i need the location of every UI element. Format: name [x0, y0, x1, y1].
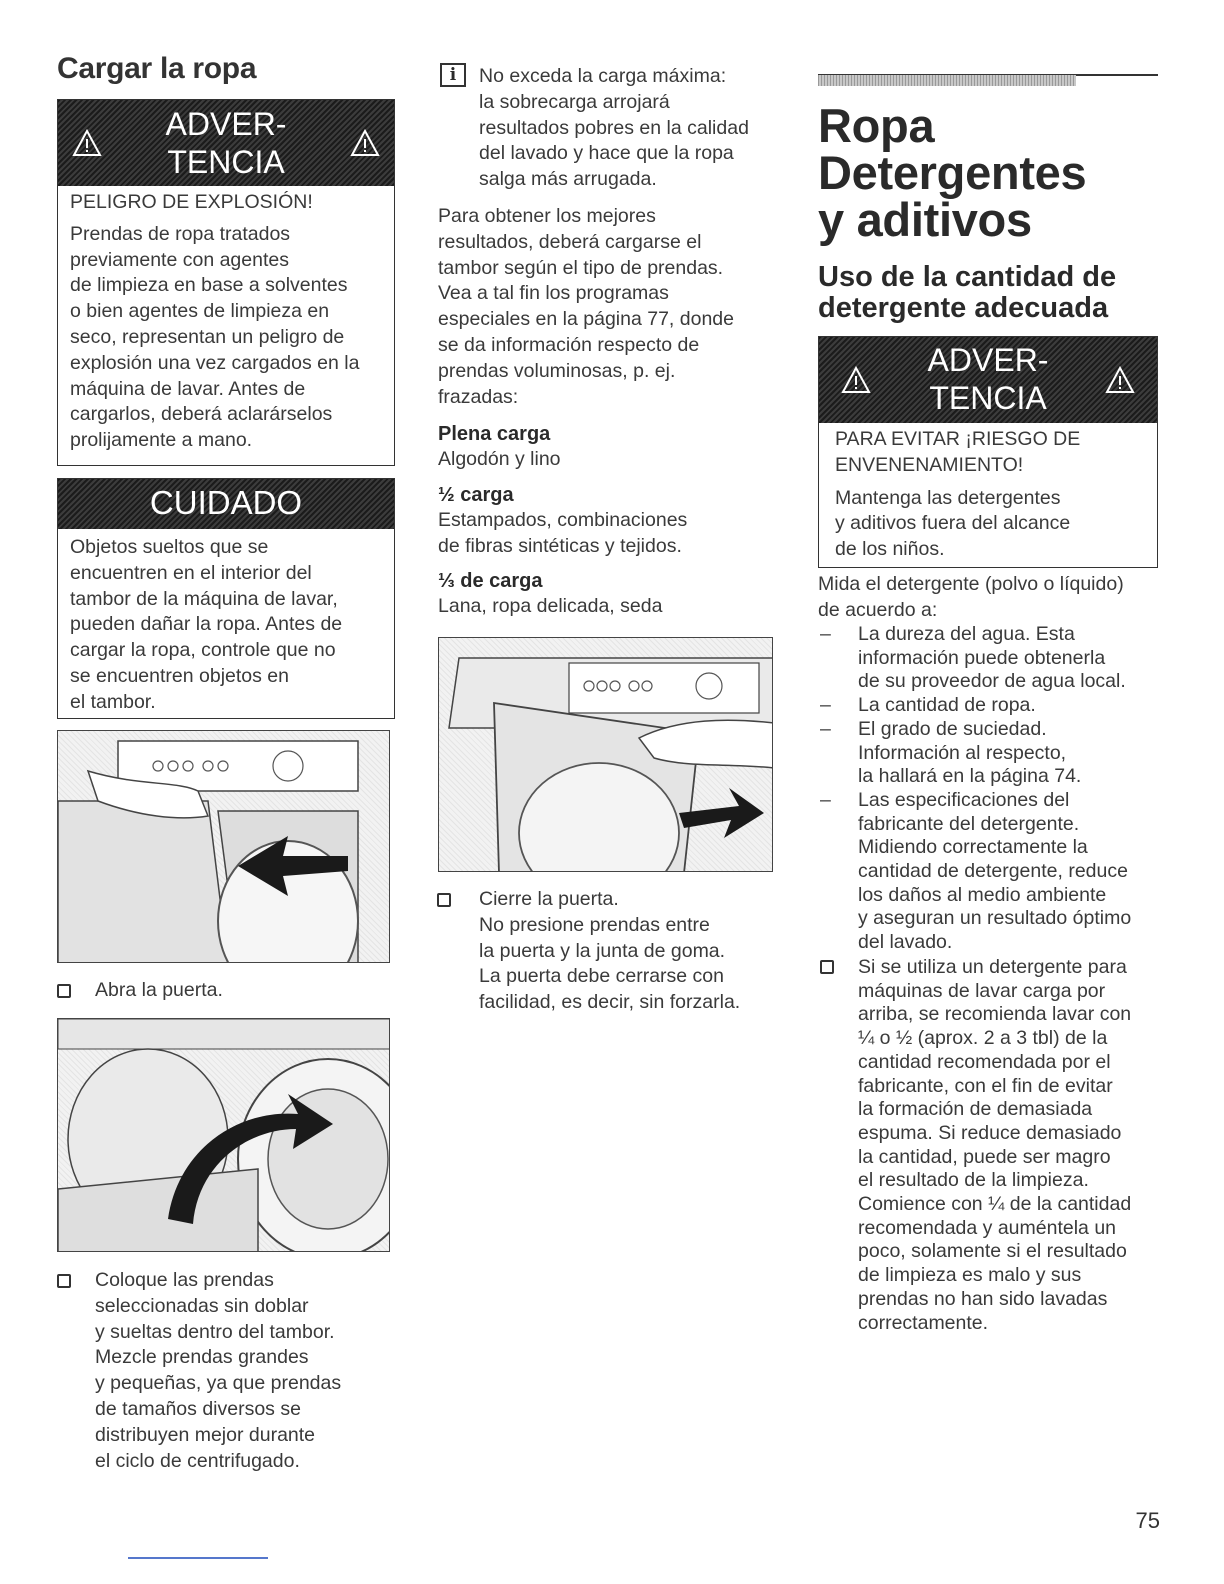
warning-line: prolijamente a mano. [70, 429, 253, 452]
load-paragraph [438, 204, 778, 410]
load-types [438, 422, 778, 620]
section-title-detergent [818, 262, 1158, 324]
intro-line: Mida el detergente (polvo o líquido) [818, 573, 1124, 595]
warning-box-poison [818, 336, 1158, 568]
step-line: prendas no han sido lavadas [858, 1287, 1108, 1310]
warning-header-line2: TENCIA [167, 144, 285, 180]
step-line: seleccionadas sin doblar [95, 1294, 309, 1317]
step-line: correctamente. [858, 1311, 989, 1334]
list-item-line: La dureza del agua. Esta [858, 623, 1075, 645]
load-item [438, 569, 778, 620]
info-line: del lavado y hace que la ropa [479, 142, 734, 165]
section-title-line: Uso de la cantidad de [818, 261, 1117, 293]
list-item-line: El grado de suciedad. [858, 717, 1047, 740]
caution-line: pueden dañar la ropa. Antes de [70, 613, 343, 636]
para-line: especiales en la página 77, donde [438, 308, 734, 331]
info-line: No exceda la carga máxima: [479, 65, 727, 87]
warning-header-line1: ADVER- [927, 342, 1049, 378]
warning-subhead: ENVENENAMIENTO! [835, 453, 1024, 476]
list-item [818, 623, 1163, 694]
step-line: ¼ o ½ (aprox. 2 a 3 tbl) de la [858, 1027, 1108, 1050]
step-line: fabricante, con el fin de evitar [858, 1074, 1113, 1097]
para-line: Para obtener los mejores [438, 205, 656, 227]
dash-bullet: – [820, 694, 831, 717]
warning-line: de limpieza en base a solventes [70, 274, 348, 297]
para-line: prendas voluminosas, p. ej. [438, 359, 676, 382]
list-item-line: fabricante del detergente. [858, 812, 1080, 835]
list-item-line: información puede obtenerla [858, 646, 1106, 669]
step-line: Si se utiliza un detergente para [858, 956, 1127, 978]
load-item [438, 422, 778, 473]
step-line: poco, solamente si el resultado [858, 1240, 1127, 1263]
step-line: y pequeñas, ya que prendas [95, 1372, 342, 1395]
load-label: ½ carga [438, 483, 514, 506]
step-load-laundry [57, 1268, 395, 1474]
chapter-rule-shade [818, 75, 1076, 86]
dash-bullet: – [820, 717, 831, 740]
step-top-loader-detergent [818, 956, 1163, 1335]
caution-header: CUIDADO [58, 479, 394, 529]
chapter-title-line: y aditivos [818, 193, 1032, 246]
page-number: 75 [1135, 1508, 1160, 1533]
para-line: se da información respecto de [438, 333, 700, 356]
load-label: ⅓ de carga [438, 570, 543, 593]
illustration-open-door [57, 730, 390, 963]
list-item-line: cantidad de detergente, reduce [858, 860, 1128, 883]
info-line: salga más arrugada. [479, 168, 657, 191]
para-line: Vea a tal fin los programas [438, 282, 669, 305]
list-item-line: los daños al medio ambiente [858, 883, 1107, 906]
caution-line: se encuentren objetos en [70, 664, 289, 687]
step-line: de limpieza es malo y sus [858, 1264, 1082, 1287]
checkbox-icon [57, 1274, 71, 1288]
load-desc: Lana, ropa delicada, seda [438, 595, 663, 618]
step-line: y sueltas dentro del tambor. [95, 1320, 335, 1343]
load-desc: de fibras sintéticas y tejidos. [438, 534, 682, 557]
step-line: espuma. Si reduce demasiado [858, 1121, 1122, 1144]
warning-triangle-icon [841, 366, 871, 394]
para-line: resultados, deberá cargarse el [438, 230, 702, 253]
step-line: Mezcle prendas grandes [95, 1346, 309, 1369]
para-line: frazadas: [438, 385, 519, 408]
info-note [479, 64, 779, 193]
warning-line: de los niños. [835, 538, 945, 561]
load-desc: Algodón y lino [438, 448, 561, 470]
list-item [818, 718, 1163, 789]
warning-line: previamente con agentes [70, 248, 289, 271]
warning-subhead: PELIGRO DE EXPLOSIÓN! [70, 191, 313, 213]
warning-line: máquina de lavar. Antes de [70, 377, 306, 400]
chapter-title [818, 99, 1158, 246]
illustration-load-laundry [57, 1018, 390, 1252]
list-item-line: y aseguran un resultado óptimo [858, 907, 1132, 930]
list-item-line: Información al respecto, [858, 741, 1067, 764]
checkbox-icon [820, 960, 834, 974]
warning-line: y aditivos fuera del alcance [835, 512, 1071, 535]
step-line: de tamaños diversos se [95, 1397, 301, 1420]
load-desc: Estampados, combinaciones [438, 508, 688, 531]
warning-header [58, 100, 394, 186]
list-item [818, 789, 1163, 955]
list-item-line: La cantidad de ropa. [858, 694, 1036, 717]
step-line: el resultado de la limpieza. [858, 1169, 1089, 1192]
chapter-title-line: Ropa [818, 99, 935, 152]
list-item-line: Midiendo correctamente la [858, 836, 1088, 859]
warning-line: seco, representan un peligro de [70, 325, 345, 348]
info-line: la sobrecarga arrojará [479, 90, 670, 113]
step-text: Abra la puerta. [95, 979, 223, 1001]
load-label: Plena carga [438, 423, 551, 445]
caution-line: cargar la ropa, controle que no [70, 639, 336, 662]
list-item-line: de su proveedor de agua local. [858, 670, 1126, 693]
step-line: la puerta y la junta de goma. [479, 939, 726, 962]
step-line: Comience con ¼ de la cantidad [858, 1193, 1132, 1216]
warning-box-explosion [57, 99, 395, 466]
step-line: la formación de demasiada [858, 1098, 1093, 1121]
checkbox-icon [57, 984, 71, 998]
warning-triangle-icon [350, 129, 380, 157]
footer-rule [128, 1557, 268, 1559]
list-item-line: la hallará en la página 74. [858, 765, 1082, 788]
section-title-line: detergente adecuada [818, 292, 1109, 324]
step-line: la cantidad, puede ser magro [858, 1145, 1111, 1168]
step-line: La puerta debe cerrarse con [479, 965, 724, 988]
measure-intro [818, 572, 1163, 624]
step-line: facilidad, es decir, sin forzarla. [479, 991, 741, 1014]
list-item-line: del lavado. [858, 931, 953, 954]
caution-line: encuentren en el interior del [70, 561, 312, 584]
warning-header-line1: ADVER- [165, 106, 287, 142]
warning-header [819, 337, 1157, 423]
caution-box [57, 478, 395, 719]
step-line: cantidad recomendada por el [858, 1050, 1111, 1073]
warning-triangle-icon [1105, 366, 1135, 394]
step-line: el ciclo de centrifugado. [95, 1449, 300, 1472]
step-line: recomendada y auméntela un [858, 1216, 1117, 1239]
step-line: distribuyen mejor durante [95, 1423, 316, 1446]
warning-line: o bien agentes de limpieza en [70, 300, 330, 323]
step-line: No presione prendas entre [479, 913, 710, 936]
warning-line: cargarlos, deberá aclarárselos [70, 403, 333, 426]
caution-line: Objetos sueltos que se [70, 536, 269, 558]
illustration-close-door [438, 637, 773, 872]
load-item [438, 483, 778, 560]
step-line: Cierre la puerta. [479, 888, 619, 910]
para-line: tambor según el tipo de prendas. [438, 256, 724, 279]
list-item-line: Las especificaciones del [858, 788, 1070, 811]
warning-line: Prendas de ropa tratados [70, 222, 291, 245]
checkbox-icon [437, 893, 451, 907]
step-close-door [441, 887, 781, 1016]
step-line: Coloque las prendas [95, 1269, 274, 1291]
dash-bullet: – [820, 788, 831, 811]
list-item [818, 694, 1163, 718]
caution-line: el tambor. [70, 690, 156, 713]
warning-subhead: PARA EVITAR ¡RIESGO DE [835, 428, 1081, 450]
step-line: arriba, se recomienda lavar con [858, 1003, 1132, 1026]
measure-criteria-list [818, 623, 1163, 955]
warning-line: explosión una vez cargados en la [70, 351, 360, 374]
caution-line: tambor de la máquina de lavar, [70, 587, 338, 610]
warning-triangle-icon [72, 129, 102, 157]
section-title-cargar: Cargar la ropa [57, 52, 257, 85]
dash-bullet: – [820, 623, 831, 645]
info-icon: i [440, 63, 466, 87]
warning-header-line2: TENCIA [929, 380, 1047, 416]
chapter-title-line: Detergentes [818, 146, 1087, 199]
intro-line: de acuerdo a: [818, 598, 938, 621]
info-line: resultados pobres en la calidad [479, 116, 749, 139]
step-line: máquinas de lavar carga por [858, 979, 1106, 1002]
warning-line: Mantenga las detergentes [835, 486, 1061, 509]
step-open-door [57, 978, 395, 1004]
